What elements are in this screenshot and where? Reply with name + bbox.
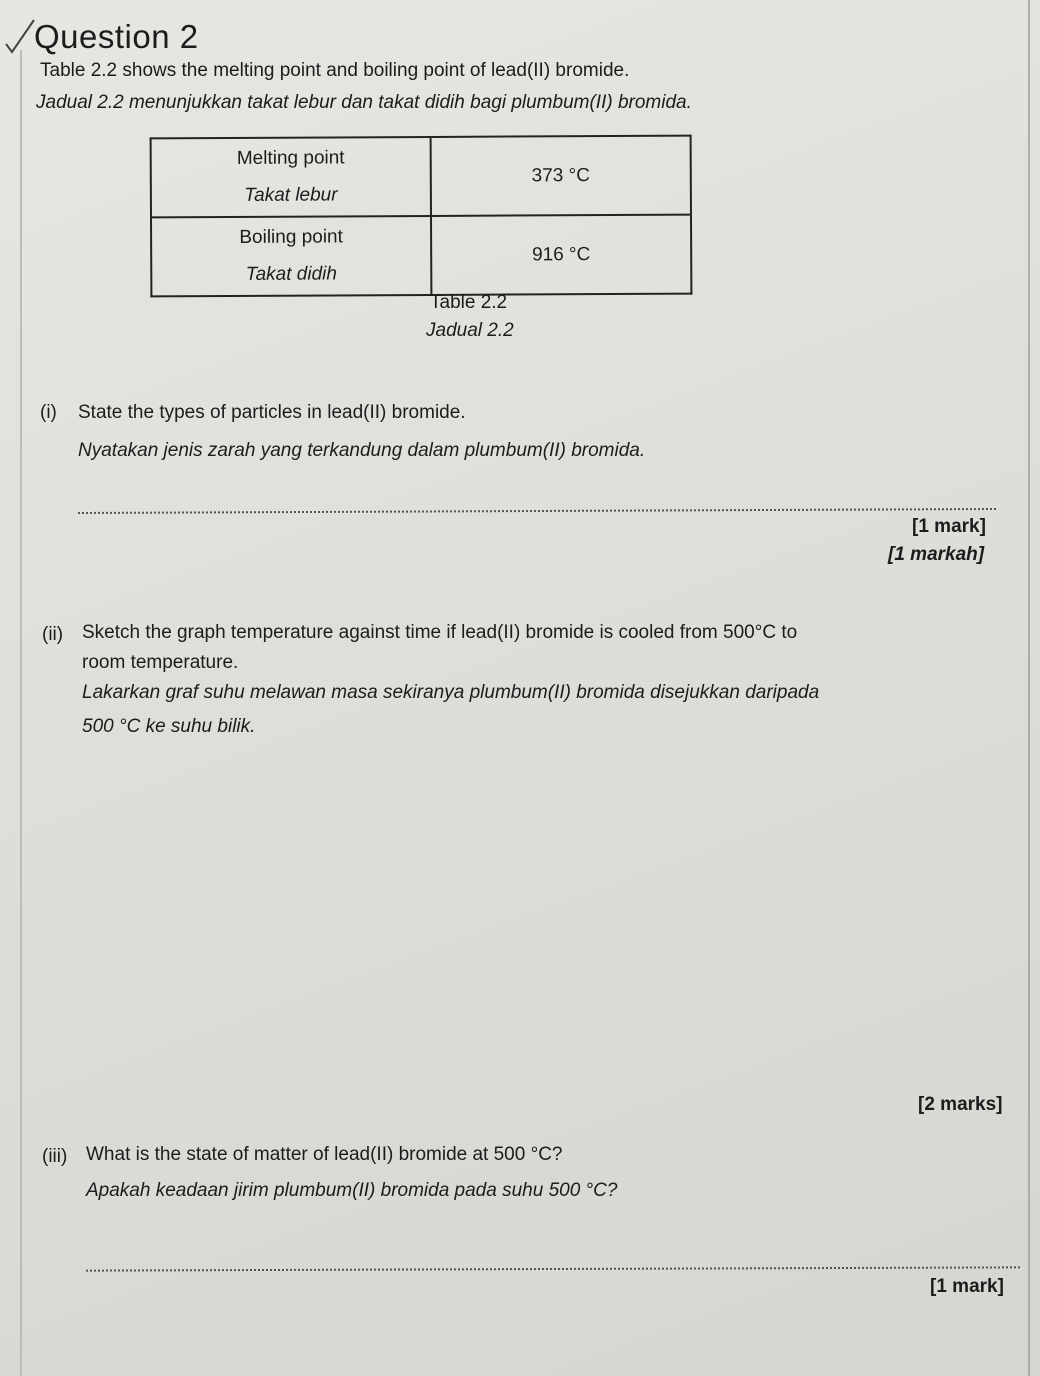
part-iii-question-malay: Apakah keadaan jirim plumbum(II) bromida pada suhu 500 °C? — [86, 1180, 618, 1201]
part-ii-number: (ii) — [42, 624, 64, 645]
page-edge — [1028, 0, 1030, 1376]
part-ii-question-malay-line1: Lakarkan graf suhu melawan masa sekiranya plumbum(II) bromida disejukkan daripada — [82, 682, 820, 703]
table-row — [151, 136, 691, 218]
melting-point-label-cell — [151, 137, 431, 217]
part-i-number: (i) — [40, 402, 57, 423]
part-ii-question-malay-line2: 500 °C ke suhu bilik. — [82, 716, 256, 737]
part-iii-number: (iii) — [42, 1146, 68, 1167]
boiling-point-value: 916 °C — [431, 215, 691, 295]
melting-point-value: 373 °C — [431, 136, 691, 216]
properties-table — [150, 135, 693, 298]
part-iii-answer-line[interactable] — [86, 1266, 1020, 1271]
part-i-question: State the types of particles in lead(II) bromide. — [78, 402, 466, 423]
part-i-answer-line[interactable] — [78, 508, 996, 514]
table-caption: Table 2.2 — [430, 292, 508, 313]
part-ii-marks: [2 marks] — [918, 1094, 1003, 1115]
tick-mark-icon — [4, 18, 36, 54]
part-i-marks-malay: [1 markah] — [888, 544, 985, 565]
part-i-question-malay: Nyatakan jenis zarah yang terkandung dalam plumbum(II) bromida. — [78, 440, 646, 461]
table-caption-malay: Jadual 2.2 — [426, 320, 514, 341]
sketch-area[interactable] — [82, 760, 1002, 1080]
boiling-point-label-cell — [151, 216, 431, 296]
boiling-point-label: Boiling point — [239, 226, 343, 249]
table-row — [151, 215, 691, 297]
margin-line — [20, 50, 22, 1376]
question-title: Question 2 — [34, 18, 199, 55]
part-iii-marks: [1 mark] — [930, 1276, 1004, 1297]
intro-malay: Jadual 2.2 menunjukkan takat lebur dan takat didih bagi plumbum(II) bromida. — [36, 92, 692, 113]
part-iii-question: What is the state of matter of lead(II) bromide at 500 °C? — [86, 1144, 563, 1165]
part-i-marks: [1 mark] — [912, 516, 986, 537]
intro-english: Table 2.2 shows the melting point and boiling point of lead(II) bromide. — [40, 60, 630, 81]
melting-point-label-malay: Takat lebur — [244, 183, 338, 206]
part-ii-question-line2: room temperature. — [82, 652, 239, 673]
part-ii-question-line1: Sketch the graph temperature against time if lead(II) bromide is cooled from 500°C to — [82, 622, 798, 643]
boiling-point-label-malay: Takat didih — [245, 262, 337, 285]
melting-point-label: Melting point — [236, 147, 345, 170]
